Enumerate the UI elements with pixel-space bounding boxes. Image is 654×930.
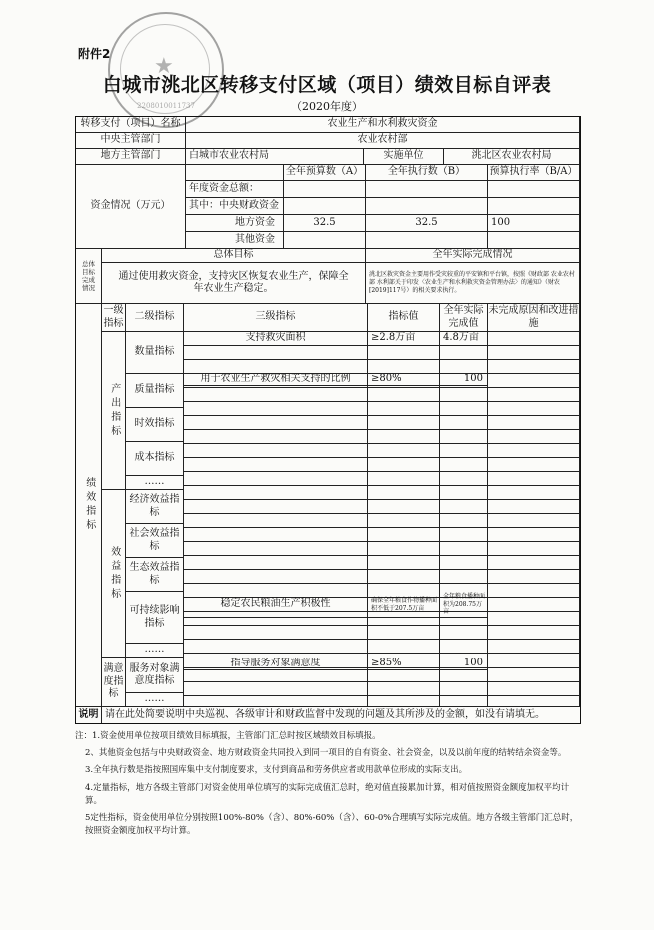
overall-goal-text: 通过使用救灾资金，支持灾区恢复农业生产，保障全年农业生产稳定。 xyxy=(102,263,366,304)
ellipsis: …… xyxy=(126,644,184,658)
fund-rate xyxy=(488,198,580,215)
fund-row-label: 其他资金 xyxy=(186,232,284,249)
grid-cell xyxy=(368,626,440,640)
grid-cell xyxy=(368,556,440,570)
grid-cell xyxy=(440,514,488,528)
central-dept-value: 农业农村部 xyxy=(186,133,580,149)
grid-cell xyxy=(440,472,488,486)
grid-cell xyxy=(368,682,440,696)
overall-goal-label: 总体目标 xyxy=(102,249,366,263)
grid-cell xyxy=(488,346,580,360)
local-dept-value: 白城市农业农村局 xyxy=(186,149,364,165)
grid-cell xyxy=(368,430,440,444)
fund-rate xyxy=(488,232,580,249)
service-indicator: 服务对象满意度指标 xyxy=(126,658,184,693)
sustainable-name: 稳定农民粮油生产积极性 xyxy=(184,592,368,618)
service-target: ≥85% xyxy=(368,658,440,670)
grid-cell xyxy=(368,640,440,654)
col-lvl1: 一级指标 xyxy=(102,304,126,332)
grid-cell xyxy=(488,584,580,598)
note-item: 4.定量指标，地方各级主管部门对资金使用单位填写的实际完成值汇总时，绝对值直接累加计算，相对值按照资金额度加权平均计算。 xyxy=(85,782,570,806)
grid-cell xyxy=(488,682,580,696)
grid-cell xyxy=(440,640,488,654)
grid-cell xyxy=(488,402,580,416)
grid-cell xyxy=(488,570,580,584)
col-lvl3: 三级指标 xyxy=(184,304,368,332)
grid-cell xyxy=(488,514,580,528)
project-name-value: 农业生产和水利救灾资金 xyxy=(186,117,580,133)
grid-cell xyxy=(368,696,440,707)
report-year: （2020年度） xyxy=(291,100,363,113)
col-reason: 未完成原因和改进措施 xyxy=(488,304,580,332)
grid-cell xyxy=(488,598,580,612)
grid-cell xyxy=(184,570,368,584)
actual-completion-text: 洮北区救灾资金主要用作受灾较重的平安镇和平台镇，按照《财政部 农业农村部 水利部关于印发〈农业生产和水利救灾资金管理办法〉的通知》（财农[2019]117号）的相关要求执行。 xyxy=(366,263,580,304)
timeliness-indicator: 时效指标 xyxy=(126,408,184,442)
local-dept-label: 地方主管部门 xyxy=(76,149,186,165)
grid-cell xyxy=(440,430,488,444)
grid-cell xyxy=(488,500,580,514)
central-dept-label: 中央主管部门 xyxy=(76,133,186,149)
notes xyxy=(75,730,585,842)
grid-cell xyxy=(488,360,580,374)
grid-cell xyxy=(368,360,440,374)
grid-cell xyxy=(184,360,368,374)
grid-cell xyxy=(368,346,440,360)
grid-cell xyxy=(488,668,580,682)
fund-budget xyxy=(284,232,366,249)
grid-cell xyxy=(184,542,368,556)
social-indicator: 社会效益指标 xyxy=(126,524,184,558)
quantity-actual: 4.8万亩 xyxy=(440,332,488,346)
fund-budget: 32.5 xyxy=(284,215,366,232)
ecological-indicator: 生态效益指标 xyxy=(126,558,184,592)
star-icon: ★ xyxy=(154,54,174,79)
quantity-name: 支持救灾面积 xyxy=(184,332,368,346)
grid-cell xyxy=(368,486,440,500)
grid-cell xyxy=(184,472,368,486)
grid-cell xyxy=(184,640,368,654)
quantity-target: ≥2.8万亩 xyxy=(368,332,440,346)
grid-cell xyxy=(440,346,488,360)
sustainable-actual: 全年粮食播种面积为208.75万亩 xyxy=(440,592,488,618)
service-actual: 100 xyxy=(440,658,488,670)
grid-cell xyxy=(368,402,440,416)
grid-cell xyxy=(184,388,368,402)
col-budget: 全年预算数（A） xyxy=(284,165,366,181)
grid-cell xyxy=(184,402,368,416)
grid-cell xyxy=(488,696,580,707)
grid-cell xyxy=(368,444,440,458)
grid-cell xyxy=(488,472,580,486)
note-item: 5定性指标，资金使用单位分别按照100%-80%（含）、80%-60%（含）、60-0%合理填写实际完成值。地方各级主管部门汇总时，按照资金额度加权平均计算。 xyxy=(85,812,579,837)
grid-cell xyxy=(488,458,580,472)
fund-row-label: 年度资金总额： xyxy=(186,181,284,198)
grid-cell xyxy=(440,556,488,570)
grid-cell xyxy=(368,570,440,584)
grid-cell xyxy=(184,458,368,472)
grid-cell xyxy=(368,472,440,486)
grid-cell xyxy=(184,486,368,500)
grid-cell xyxy=(440,528,488,542)
grid-cell xyxy=(488,332,580,346)
grid-cell xyxy=(184,626,368,640)
grid-cell xyxy=(440,402,488,416)
fund-row-label: 其中：中央财政资金 xyxy=(186,198,284,215)
grid-cell xyxy=(488,374,580,388)
grid-cell xyxy=(184,696,368,707)
grid-cell xyxy=(184,668,368,682)
grid-cell xyxy=(184,416,368,430)
grid-cell xyxy=(184,514,368,528)
fund-row-label: 地方资金 xyxy=(186,215,284,232)
grid-cell xyxy=(368,528,440,542)
actual-completion-label: 全年实际完成情况 xyxy=(366,249,580,263)
impl-unit-value: 洮北区农业农村局 xyxy=(444,149,580,165)
quality-target: ≥80% xyxy=(368,374,440,386)
note-item: 3.全年执行数是指按照国库集中支付制度要求，支付到商品和劳务供应者或用款单位形成的实际支出。 xyxy=(85,765,468,776)
quantity-indicator: 数量指标 xyxy=(126,332,184,374)
quality-actual: 100 xyxy=(440,374,488,386)
attachment-label: 附件2 xyxy=(78,47,111,61)
grid-cell xyxy=(184,444,368,458)
grid-cell xyxy=(488,416,580,430)
grid-cell xyxy=(184,528,368,542)
funds-header-blank xyxy=(186,165,284,181)
goals-section-label: 总体目标完成情况 xyxy=(76,249,102,304)
impl-unit-label: 实施单位 xyxy=(364,149,444,165)
fund-rate xyxy=(488,181,580,198)
col-lvl2: 二级指标 xyxy=(126,304,184,332)
grid-cell xyxy=(488,640,580,654)
grid-cell xyxy=(440,388,488,402)
quality-indicator: 质量指标 xyxy=(126,374,184,408)
seal-number: 2208010011737 xyxy=(137,102,195,110)
page-title: 白城市洮北区转移支付区域（项目）绩效目标自评表 xyxy=(102,74,552,96)
grid-cell xyxy=(440,696,488,707)
grid-cell xyxy=(488,486,580,500)
col-exec: 全年执行数（B） xyxy=(366,165,488,181)
grid-cell xyxy=(368,500,440,514)
grid-cell xyxy=(368,388,440,402)
cost-indicator: 成本指标 xyxy=(126,442,184,476)
grid-cell xyxy=(368,542,440,556)
grid-cell xyxy=(488,388,580,402)
note-item: 2、其他资金包括与中央财政资金、地方财政资金共同投入到同一项目的自有资金、社会资金，以及以前年度的结转结余资金等。 xyxy=(85,748,567,759)
sustainable-indicator: 可持续影响指标 xyxy=(126,592,184,644)
remark-label: 说明 xyxy=(76,707,102,723)
grid-cell xyxy=(184,500,368,514)
fund-budget xyxy=(284,181,366,198)
grid-cell xyxy=(488,430,580,444)
ellipsis: …… xyxy=(126,476,184,490)
service-name: 指导服务对象满意度 xyxy=(184,658,368,670)
col-actual: 全年实际完成值 xyxy=(440,304,488,332)
grid-cell xyxy=(440,444,488,458)
grid-cell xyxy=(440,570,488,584)
note-item: 注：1.资金使用单位按项目绩效目标填报，主管部门汇总时按区域绩效目标填报。 xyxy=(75,731,381,741)
quality-name: 用于农业生产救灾相关支持的比例 xyxy=(184,374,368,386)
fund-budget xyxy=(284,198,366,215)
grid-cell xyxy=(368,514,440,528)
fund-exec: 32.5 xyxy=(366,215,488,232)
funds-section-label: 资金情况（万元） xyxy=(76,165,186,249)
grid-cell xyxy=(440,542,488,556)
grid-cell xyxy=(440,486,488,500)
grid-cell xyxy=(440,416,488,430)
project-name-label: 转移支付（项目）名称 xyxy=(76,117,186,133)
economic-indicator: 经济效益指标 xyxy=(126,490,184,524)
grid-cell xyxy=(368,416,440,430)
grid-cell xyxy=(488,654,580,668)
grid-cell xyxy=(488,556,580,570)
grid-cell xyxy=(184,346,368,360)
col-target: 指标值 xyxy=(368,304,440,332)
output-indicators-label: 产出指标 xyxy=(102,332,126,490)
grid-cell xyxy=(440,668,488,682)
fund-exec xyxy=(366,198,488,215)
grid-cell xyxy=(488,528,580,542)
grid-cell xyxy=(184,682,368,696)
fund-exec xyxy=(366,232,488,249)
grid-cell xyxy=(184,556,368,570)
grid-cell xyxy=(440,360,488,374)
grid-cell xyxy=(488,542,580,556)
grid-cell xyxy=(440,626,488,640)
grid-cell xyxy=(368,668,440,682)
satisfaction-indicators-label: 满意度指标 xyxy=(102,658,126,707)
grid-cell xyxy=(440,682,488,696)
grid-cell xyxy=(488,444,580,458)
col-rate: 预算执行率（B/A） xyxy=(488,165,580,181)
grid-cell xyxy=(488,626,580,640)
grid-cell xyxy=(440,458,488,472)
effect-indicators-label: 效益指标 xyxy=(102,490,126,658)
sustainable-target: 确保全年粮食作物播种面积不低于207.5万亩 xyxy=(368,592,440,618)
grid-cell xyxy=(368,458,440,472)
grid-cell xyxy=(184,430,368,444)
evaluation-table xyxy=(75,116,581,724)
remark-text: 请在此处简要说明中央巡视、各级审计和财政监督中发现的问题及其所涉及的金额，如没有请填无。 xyxy=(105,708,545,720)
grid-cell xyxy=(440,500,488,514)
fund-exec xyxy=(366,181,488,198)
indicators-section-label: 绩效指标 xyxy=(76,304,102,707)
grid-cell xyxy=(488,612,580,626)
ellipsis: …… xyxy=(126,693,184,707)
fund-rate: 100 xyxy=(488,215,580,232)
